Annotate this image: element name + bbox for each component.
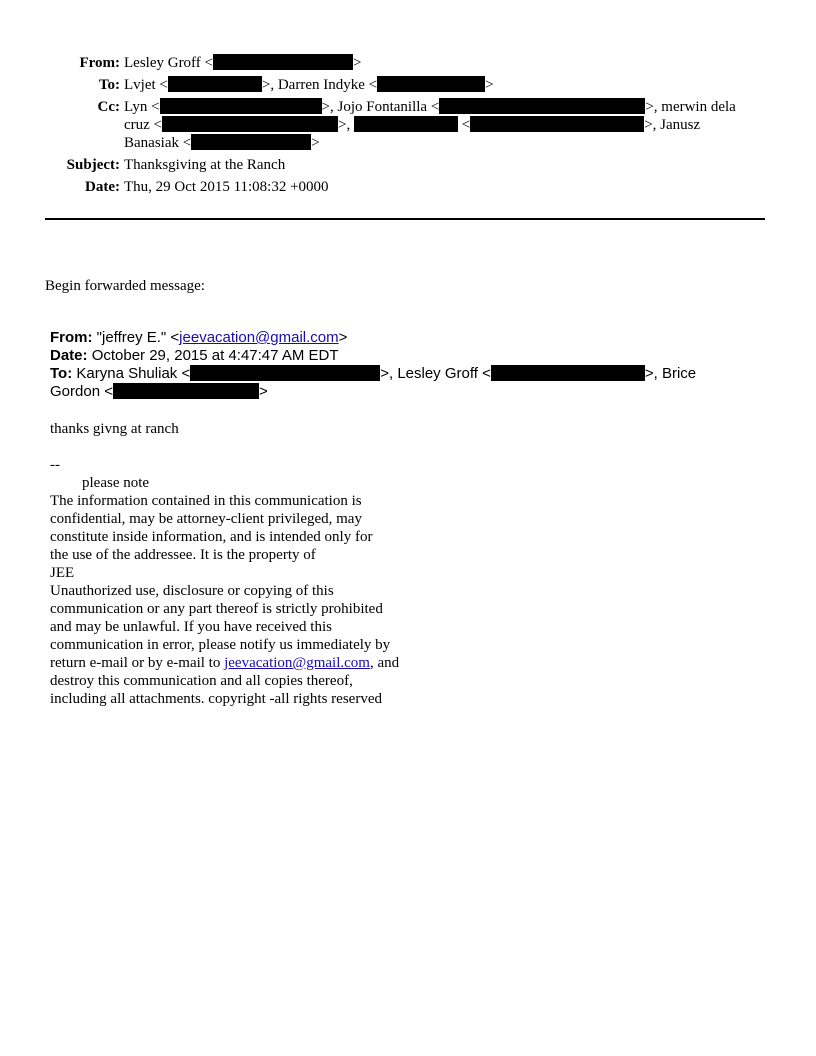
forwarded-date bbox=[50, 347, 339, 365]
date-label: Date: bbox=[85, 179, 120, 195]
redaction-bar bbox=[354, 116, 458, 132]
signature-line: The information contained in this communication is bbox=[50, 493, 362, 509]
cc-text: < bbox=[461, 117, 471, 133]
to-end: > bbox=[485, 77, 494, 93]
cc-label: Cc: bbox=[97, 99, 120, 115]
cc-text: > bbox=[311, 135, 320, 151]
signature-line: constitute inside information, and is intended only for bbox=[50, 529, 373, 545]
redaction-bar bbox=[491, 365, 645, 381]
signature-line: JEE bbox=[50, 565, 75, 581]
subject-label: Subject: bbox=[66, 157, 120, 173]
forwarded-to-text: >, Lesley Groff < bbox=[380, 365, 491, 382]
to-label: To: bbox=[98, 77, 120, 93]
forwarded-date-value: October 29, 2015 at 4:47:47 AM EDT bbox=[91, 347, 339, 364]
forwarded-date-label: Date: bbox=[50, 347, 88, 364]
cc-text: cruz < bbox=[124, 117, 163, 133]
forwarded-to bbox=[50, 365, 696, 383]
subject-value: Thanksgiving at the Ranch bbox=[124, 157, 286, 173]
to-name: Lvjet < bbox=[124, 77, 168, 93]
cc-text: Banasiak < bbox=[124, 135, 192, 151]
sender-email-link[interactable]: jeevacation@gmail.com bbox=[179, 329, 339, 346]
forwarded-to-text: > bbox=[258, 383, 268, 400]
date-value: Thu, 29 Oct 2015 11:08:32 +0000 bbox=[124, 179, 329, 195]
return-prefix: return e-mail or by e-mail to bbox=[50, 655, 225, 671]
cc-line-1 bbox=[124, 98, 736, 116]
cc-text: >, Jojo Fontanilla < bbox=[321, 99, 440, 115]
signature-line: including all attachments. copyright -all rights reserved bbox=[50, 691, 382, 707]
signature-dashes: -- bbox=[50, 457, 60, 473]
to-name: >, Darren Indyke < bbox=[261, 77, 378, 93]
redaction-bar bbox=[377, 76, 485, 92]
forward-intro: Begin forwarded message: bbox=[45, 278, 205, 294]
redaction-bar bbox=[113, 383, 259, 399]
signature-line: destroy this communication and all copies thereof, bbox=[50, 673, 353, 689]
forwarded-from-end: > bbox=[338, 329, 348, 346]
return-suffix: , and bbox=[369, 655, 400, 671]
signature-line: and may be unlawful. If you have received this bbox=[50, 619, 332, 635]
redaction-bar bbox=[162, 116, 338, 132]
to-value bbox=[124, 76, 494, 94]
forwarded-from-label: From: bbox=[50, 329, 93, 346]
forwarded-to-cont bbox=[50, 383, 268, 401]
cc-text: >, merwin dela bbox=[645, 99, 736, 115]
redaction-bar bbox=[190, 365, 380, 381]
from-end: > bbox=[353, 55, 362, 71]
forwarded-to-text: Karyna Shuliak < bbox=[76, 365, 191, 382]
redaction-bar bbox=[213, 54, 353, 70]
signature-line: the use of the addressee. It is the property of bbox=[50, 547, 316, 563]
forwarded-to-text: Gordon < bbox=[50, 383, 113, 400]
signature-line: Unauthorized use, disclosure or copying of this bbox=[50, 583, 334, 599]
redaction-bar bbox=[191, 134, 311, 150]
redaction-bar bbox=[470, 116, 644, 132]
forwarded-to-text: >, Brice bbox=[644, 365, 697, 382]
signature-email-link[interactable]: jeevacation@gmail.com bbox=[224, 655, 370, 671]
from-name: Lesley Groff < bbox=[124, 55, 213, 71]
header-divider bbox=[45, 218, 765, 220]
signature-line: confidential, may be attorney-client privileged, may bbox=[50, 511, 362, 527]
signature-note: please note bbox=[82, 475, 150, 491]
redaction-bar bbox=[439, 98, 645, 114]
signature-line: communication in error, please notify us immediately by bbox=[50, 637, 391, 653]
redaction-bar bbox=[160, 98, 322, 114]
cc-text: Lyn < bbox=[124, 99, 160, 115]
cc-line-3 bbox=[124, 134, 320, 152]
cc-text: >, bbox=[338, 117, 351, 133]
forwarded-from-name: "jeffrey E." < bbox=[96, 329, 180, 346]
cc-text: >, Janusz bbox=[644, 117, 701, 133]
cc-line-2 bbox=[124, 116, 700, 134]
from-label: From: bbox=[79, 55, 120, 71]
signature-return-line bbox=[50, 654, 399, 672]
forwarded-from bbox=[50, 329, 347, 347]
signature-line: communication or any part thereof is strictly prohibited bbox=[50, 601, 383, 617]
from-value bbox=[124, 54, 361, 72]
forwarded-to-label: To: bbox=[50, 365, 73, 382]
redaction-bar bbox=[168, 76, 262, 92]
message-body: thanks givng at ranch bbox=[50, 421, 179, 437]
